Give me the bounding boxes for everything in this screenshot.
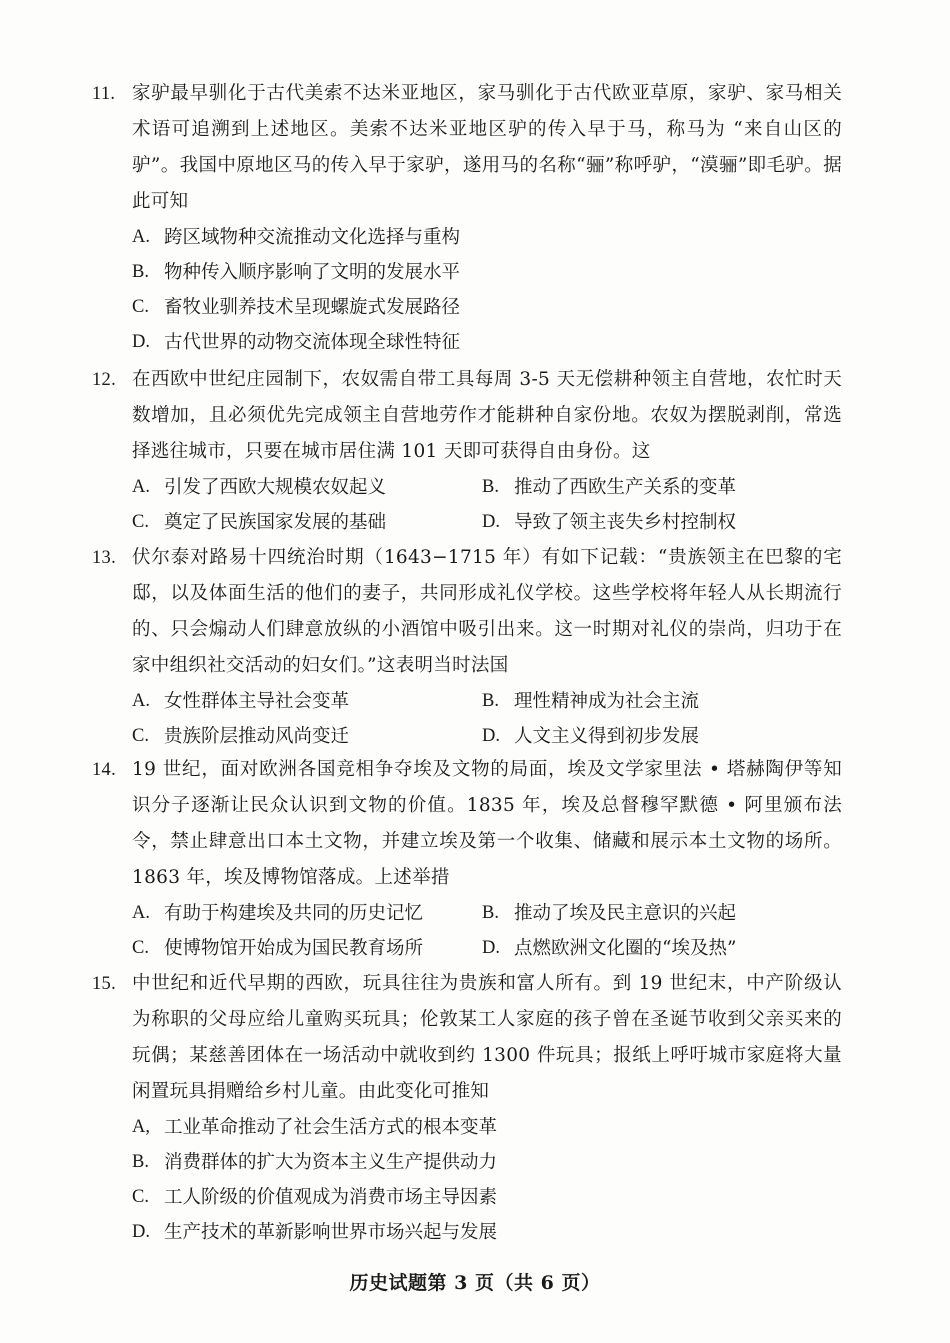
option-text: 点燃欧洲文化圈的“埃及热” [514, 938, 737, 959]
question-text: 伏尔泰对路易十四统治时期（1643−1715 年）有如下记载：“贵族领主在巴黎的宅邸，以及体面生活的他们的妻子，共同形成礼仪学校。这些学校将年轻人从长期流行的、只会煽动人们肆意放纵的小酒馆中吸引出来。这一时期对礼仪的崇尚，归功于在家中组织社交活动的妇女们。”这表明当时法国 [132, 547, 842, 676]
option-row [92, 1145, 842, 1180]
option-b [482, 896, 736, 931]
option-c [132, 505, 482, 540]
option-c [132, 719, 482, 754]
option-text: 人文主义得到初步发展 [514, 726, 700, 747]
option-letter: D. [482, 512, 500, 532]
option-row [92, 255, 842, 290]
option-row [92, 931, 842, 966]
option-text: 奠定了民族国家发展的基础 [164, 512, 387, 533]
option-text: 生产技术的革新影响世界市场兴起与发展 [164, 1222, 498, 1243]
option-row [92, 220, 842, 255]
option-letter: A. [132, 477, 150, 497]
option-c [132, 1180, 497, 1215]
option-row [92, 290, 842, 325]
question-number: 14. [92, 760, 117, 780]
option-letter: B. [482, 903, 499, 923]
option-c [132, 290, 460, 325]
question-stem [92, 966, 842, 1110]
option-letter: B. [482, 477, 499, 497]
option-letter: B. [132, 262, 149, 282]
option-row [92, 719, 842, 754]
option-letter: C. [132, 512, 149, 532]
option-letter: B. [132, 1152, 149, 1172]
question-11 [92, 76, 842, 360]
option-row [92, 1215, 842, 1250]
option-text: 消费群体的扩大为资本主义生产提供动力 [164, 1152, 498, 1173]
option-letter: A. [132, 227, 150, 247]
option-b [132, 255, 460, 290]
option-b [132, 1145, 497, 1180]
question-number: 12. [92, 370, 117, 390]
option-row [92, 1110, 842, 1145]
option-text: 推动了埃及民主意识的兴起 [514, 903, 737, 924]
option-letter: C. [132, 1187, 149, 1207]
option-text: 理性精神成为社会主流 [514, 691, 700, 712]
option-b [482, 684, 699, 719]
option-text: 导致了领主丧失乡村控制权 [514, 512, 737, 533]
option-d [132, 1215, 497, 1250]
option-d [132, 325, 460, 360]
option-text: 古代世界的动物交流体现全球性特征 [164, 332, 461, 353]
option-row [92, 1180, 842, 1215]
option-text: 引发了西欧大规模农奴起义 [164, 477, 387, 498]
question-stem [92, 76, 842, 220]
question-14 [92, 752, 842, 966]
question-12 [92, 362, 842, 540]
option-letter: D. [132, 1222, 150, 1242]
option-a [132, 470, 482, 505]
question-stem [92, 362, 842, 470]
option-text: 工人阶级的价值观成为消费市场主导因素 [164, 1187, 498, 1208]
option-text: 畜牧业驯养技术呈现螺旋式发展路径 [164, 297, 461, 318]
question-number: 15. [92, 974, 117, 994]
option-d [482, 719, 699, 754]
option-text: 跨区域物种交流推动文化选择与重构 [164, 227, 461, 248]
page-footer: 历史试题第 3 页（共 6 页） [349, 1272, 601, 1294]
option-letter: C. [132, 297, 149, 317]
question-stem [92, 752, 842, 896]
option-letter: D. [132, 332, 150, 352]
option-letter: A, [132, 1117, 150, 1137]
question-text: 19 世纪，面对欧洲各国竞相争夺埃及文物的局面，埃及文学家里法 • 塔赫陶伊等知识分子逐渐让民众认识到文物的价值。1835 年，埃及总督穆罕默德 • 阿里颁布法令，禁止肆意出口本土文物，并建立埃及第一个收集、储藏和展示本土文物的场所。1863 年，埃及博物馆落成。上述举措 [132, 759, 842, 888]
option-d [482, 505, 736, 540]
option-row [92, 896, 842, 931]
option-text: 推动了西欧生产关系的变革 [514, 477, 737, 498]
option-row [92, 505, 842, 540]
option-row [92, 325, 842, 360]
question-text: 家驴最早驯化于古代美索不达米亚地区，家马驯化于古代欧亚草原，家驴、家马相关术语可追溯到上述地区。美索不达米亚地区驴的传入早于马，称马为 “来自山区的驴”。我国中原地区马的传入早于家驴，遂用马的名称“骊”称呼驴，“漠骊”即毛驴。据此可知 [132, 83, 842, 212]
option-text: 有助于构建埃及共同的历史记忆 [164, 903, 424, 924]
question-13 [92, 540, 842, 754]
option-row [92, 470, 842, 505]
option-row [92, 684, 842, 719]
question-text: 在西欧中世纪庄园制下，农奴需自带工具每周 3-5 天无偿耕种领主自营地，农忙时天数增加，且必须优先完成领主自营地劳作才能耕种自家份地。农奴为摆脱剥削，常选择逃往城市，只要在城市居住满 101 天即可获得自由身份。这 [132, 369, 842, 462]
option-a [132, 220, 460, 255]
option-a [132, 684, 482, 719]
option-letter: D. [482, 938, 500, 958]
option-c [132, 931, 482, 966]
option-text: 女性群体主导社会变革 [164, 691, 350, 712]
question-stem [92, 540, 842, 684]
question-text: 中世纪和近代早期的西欧，玩具往往为贵族和富人所有。到 19 世纪末，中产阶级认为称职的父母应给儿童购买玩具；伦敦某工人家庭的孩子曾在圣诞节收到父亲买来的玩偶；某慈善团体在一场活动中就收到约 1300 件玩具；报纸上呼吁城市家庭将大量闲置玩具捐赠给乡村儿童。由此变化可推知 [132, 973, 842, 1102]
option-letter: C. [132, 726, 149, 746]
option-b [482, 470, 736, 505]
question-number: 11. [92, 84, 116, 104]
option-text: 物种传入顺序影响了文明的发展水平 [164, 262, 461, 283]
option-text: 贵族阶层推动风尚变迁 [164, 726, 350, 747]
option-letter: A. [132, 691, 150, 711]
question-number: 13. [92, 548, 117, 568]
option-letter: C. [132, 938, 149, 958]
option-letter: B. [482, 691, 499, 711]
option-a [132, 1110, 497, 1145]
option-letter: D. [482, 726, 500, 746]
option-letter: A. [132, 903, 150, 923]
option-a [132, 896, 482, 931]
question-15 [92, 966, 842, 1250]
option-text: 工业革命推动了社会生活方式的根本变革 [164, 1117, 498, 1138]
option-text: 使博物馆开始成为国民教育场所 [164, 938, 424, 959]
option-d [482, 931, 736, 966]
